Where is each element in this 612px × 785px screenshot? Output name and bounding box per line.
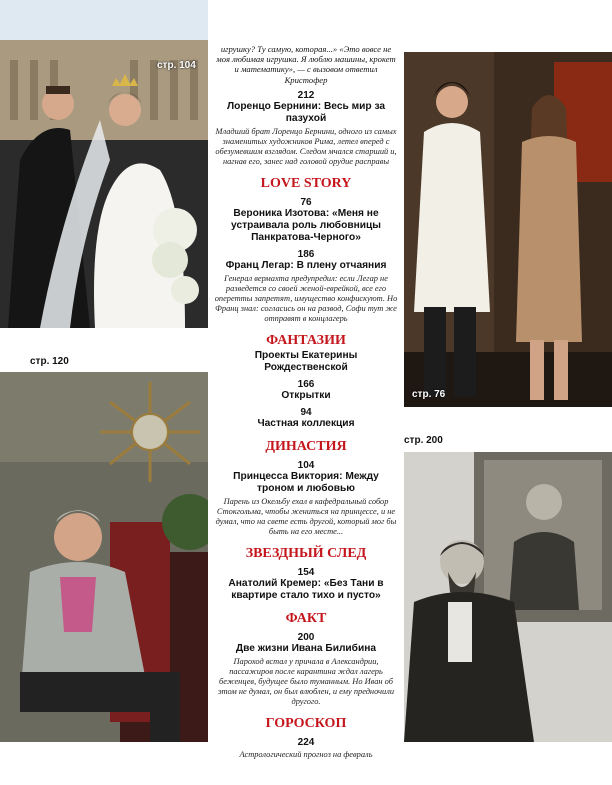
toc-title: Две жизни Ивана Билибина: [235, 642, 377, 654]
toc-item[interactable]: [214, 407, 398, 430]
toc-title: Частная коллекция: [257, 417, 355, 429]
section-heading-love-story: LOVE STORY: [260, 175, 352, 191]
section-heading-star-trail: ЗВЕЗДНЫЙ СЛЕД: [245, 545, 367, 561]
section-heading-fantasies: ФАНТАЗИИ: [266, 332, 346, 348]
toc-item[interactable]: [214, 350, 398, 374]
toc-title: Принцесса Виктория: Между троном и любовью: [233, 470, 379, 494]
toc-page-number: 200: [297, 631, 315, 643]
toc-item[interactable]: [214, 197, 398, 244]
toc-item[interactable]: [214, 460, 398, 537]
photo-bilibin-tag: стр. 200: [404, 435, 443, 446]
toc-item[interactable]: [214, 249, 398, 324]
toc-page-number: 212: [297, 89, 315, 101]
toc-title: Вероника Изотова: «Меня не устраивала роль любовницы Панкратова-Черного»: [231, 207, 381, 243]
toc-column: [214, 44, 398, 762]
toc-description: Младший брат Лоренцо Бернини, одного из самых знаменитых художников Рима, летел вперед с обезумевшим взглядом. Следом мчался старший и, нагнав его, занес над головой орудие расправы: [215, 126, 397, 166]
section-heading-dynasty: ДИНАСТИЯ: [265, 438, 347, 454]
toc-page-number: 104: [297, 459, 315, 471]
photo-bilibin: [404, 452, 612, 742]
toc-page-number: 224: [297, 736, 315, 748]
toc-page-number: 186: [297, 248, 315, 260]
section-heading-horoscope: ГОРОСКОП: [265, 715, 347, 731]
toc-title: Анатолий Кремер: «Без Тани в квартире стало тихо и пусто»: [228, 577, 384, 601]
toc-page-number: 76: [300, 196, 312, 208]
toc-description: Астрологический прогноз на февраль: [239, 749, 373, 759]
toc-description: Генерал вермахта предупредил: если Легар не разведется со своей женой-еврейкой, все его оперетты запретят, имущество конфискуют. Но Франц знал: согласись он на развод, Софи тут же отправят в концлагерь: [214, 273, 398, 323]
toc-title: Открытки: [281, 389, 331, 401]
toc-page-number: 154: [297, 566, 315, 578]
toc-page-number: 166: [297, 378, 315, 390]
toc-description: Пароход встал у причала в Александрии, пассажиров после карантина ждал лагерь беженцев, будущее было туманным. Но Иван об этом не думал, он был влюблен, и ему предночили другого.: [217, 656, 395, 706]
photo-fashion: [404, 52, 612, 407]
toc-title: Проекты Екатерины Рождественской: [254, 349, 358, 373]
photo-wedding: [0, 0, 208, 328]
intro-text: игрушку? Ту самую, которая...» «Это вовсе не моя любимая игрушка. Я люблю машины, крокет и математику», — с вызовом ответил Кристофер: [216, 44, 396, 85]
photo-man-sitting: [0, 372, 208, 742]
toc-item[interactable]: [214, 567, 398, 602]
toc-title: Франц Легар: В плену отчаяния: [225, 259, 387, 271]
toc-item[interactable]: [214, 737, 398, 760]
toc-description: Парень из Окельбу ехал в кафедральный собор Стокгольма, чтобы жениться на принцессе, и не думал, что на свете есть другой, который мог бы быть на его месте...: [215, 496, 397, 536]
photo-man-tag: стр. 120: [30, 356, 69, 367]
toc-title: Лоренцо Бернини: Весь мир за пазухой: [226, 100, 386, 124]
toc-item[interactable]: [214, 379, 398, 402]
photo-wedding-tag: стр. 104: [157, 60, 196, 71]
toc-item[interactable]: [214, 90, 398, 167]
toc-item[interactable]: [214, 632, 398, 707]
toc-page-number: 94: [300, 406, 312, 418]
section-heading-fact: ФАКТ: [285, 610, 327, 626]
photo-fashion-tag: стр. 76: [412, 389, 446, 400]
